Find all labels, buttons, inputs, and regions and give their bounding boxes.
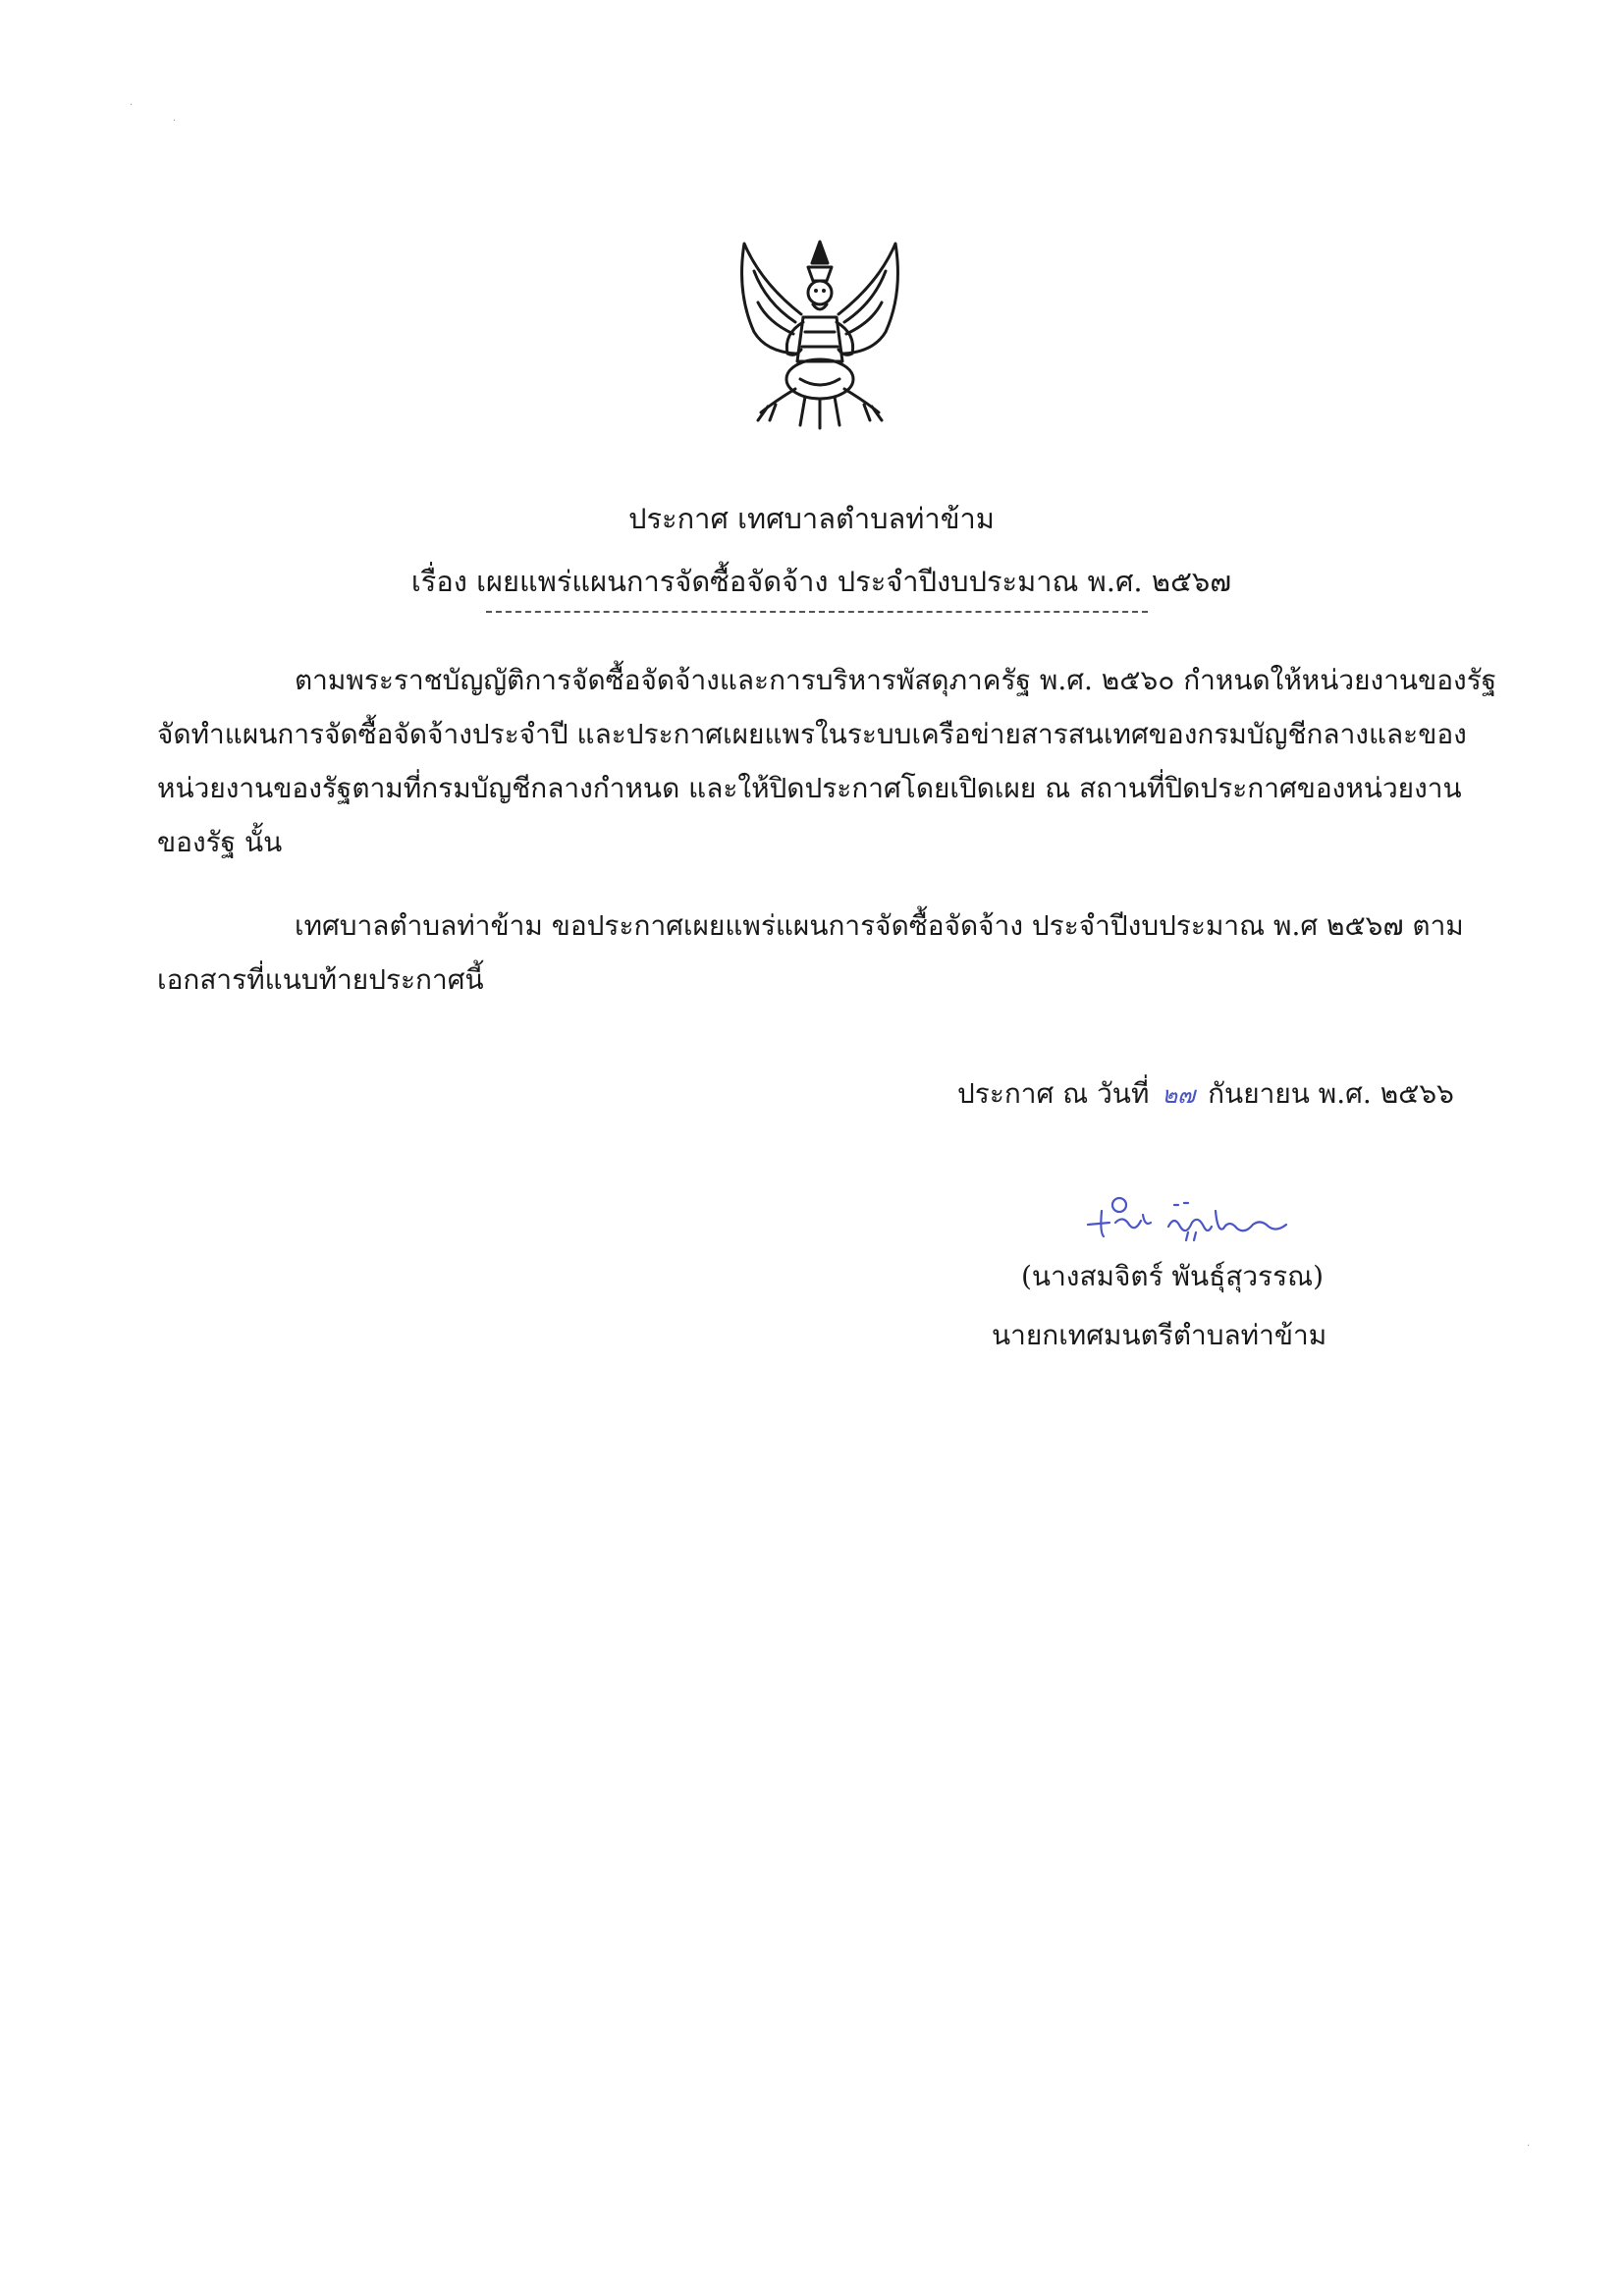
announcement-title: ประกาศ เทศบาลตำบลท่าข้าม <box>628 502 995 535</box>
announcement-date <box>957 1074 1454 1115</box>
date-prefix: ประกาศ ณ วันที่ <box>957 1077 1150 1110</box>
title-divider <box>486 611 1148 613</box>
paragraph-line: ของรัฐ นั้น <box>157 826 283 858</box>
paragraph-line: ตามพระราชบัญญัติการจัดซื้อจัดจ้างและการบริหารพัสดุภาครัฐ พ.ศ. ๒๕๖๐ กำหนดให้หน่วยงานของรัฐ <box>295 664 1497 696</box>
body-paragraph-2 <box>157 899 1473 1007</box>
paragraph-line: จัดทำแผนการจัดซื้อจัดจ้างประจำปี และประกาศเผยแพรในระบบเครือข่ายสารสนเทศของกรมบัญชีกลางและของ <box>157 718 1467 750</box>
paragraph-line: เอกสารที่แนบท้ายประกาศนี้ <box>157 963 484 996</box>
signatory-position: นายกเทศมนตรีตำบลท่าข้าม <box>992 1319 1327 1351</box>
scan-speck: · <box>173 116 177 127</box>
handwritten-day: ๒๗ <box>1162 1081 1196 1109</box>
paragraph-line: เทศบาลตำบลท่าข้าม ขอประกาศเผยแพร่แผนการจัดซื้อจัดจ้าง ประจำปีงบประมาณ พ.ศ ๒๕๖๗ ตาม <box>295 909 1464 942</box>
paragraph-line: หน่วยงานของรัฐตามที่กรมบัญชีกลางกำหนด และให้ปิดประกาศโดยเปิดเผย ณ สถานที่ปิดประกาศของหน่วยงาน <box>157 772 1462 804</box>
signature-scribble <box>1080 1193 1296 1242</box>
signatory-name: (นางสมจิตร์ พันธุ์สุวรรณ) <box>1021 1260 1325 1292</box>
scan-speck: · <box>130 100 134 111</box>
date-suffix: กันยายน พ.ศ. ๒๕๖๖ <box>1208 1077 1454 1110</box>
announcement-subject: เรื่อง เผยแพร่แผนการจัดซื้อจัดจ้าง ประจำปีงบประมาณ พ.ศ. ๒๕๖๗ <box>410 565 1232 598</box>
scan-speck: · <box>1527 2141 1531 2152</box>
garuda-emblem-icon <box>707 224 933 435</box>
body-paragraph-1 <box>157 653 1497 869</box>
